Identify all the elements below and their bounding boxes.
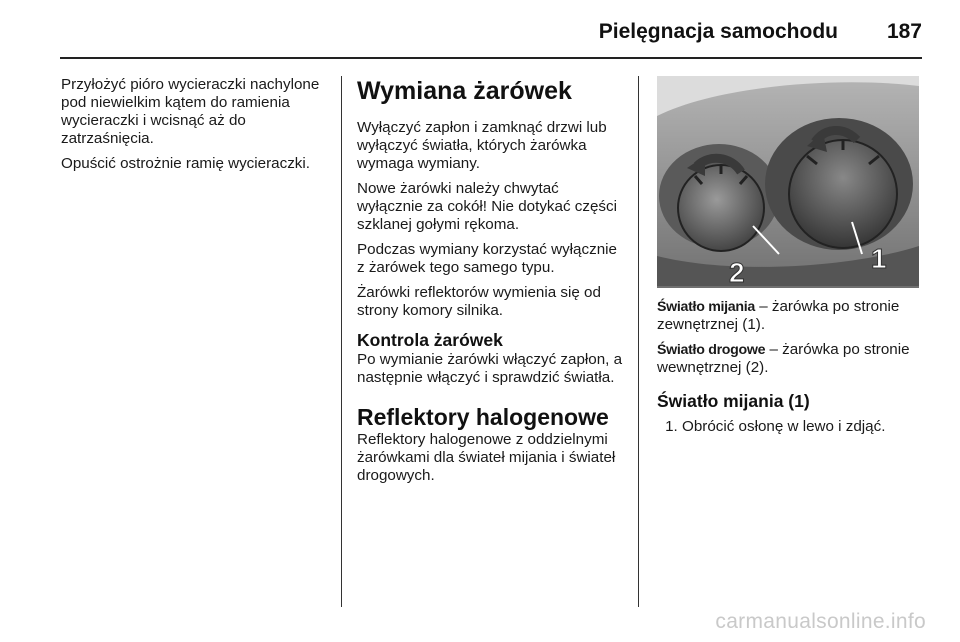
header-rule <box>60 57 922 59</box>
wiper-lower-paragraph: Opuścić ostrożnie ramię wycieraczki. <box>61 155 310 172</box>
low-beam-cover-icon <box>789 140 897 248</box>
paragraph-same-type: Podczas wymiany korzystać wyłącznie z żarówek tego samego typu. <box>357 241 617 276</box>
callout-2: 2 <box>729 257 745 288</box>
page-header-title: Pielęgnacja samochodu <box>598 20 838 43</box>
headlight-covers-photo <box>657 76 919 288</box>
wiper-attach-paragraph: Przyłożyć pióro wycieraczki nachylone pod niewielkim kątem do ramienia wycieraczki i wcisnąć aż do zatrzaśnięcia. <box>61 76 320 147</box>
paragraph-handle-bulbs: Nowe żarówki należy chwytać wyłącznie za cokół! Nie dotykać części szklanej gołymi rękoma. <box>357 180 617 233</box>
step-item: 1. Obrócić osłonę w lewo i zdjąć. <box>682 418 927 436</box>
page-number: 187 <box>886 20 922 43</box>
paragraph-bulb-check: Po wymianie żarówki włączyć zapłon, a następnie włączyć i sprawdzić światła. <box>357 351 623 386</box>
paragraph-engine-bay: Żarówki reflektorów wymienia się od strony komory silnika. <box>357 284 601 319</box>
high-beam-cover-icon <box>678 165 764 251</box>
column-right <box>657 76 927 436</box>
callout-1: 1 <box>871 243 887 274</box>
low-beam-steps <box>657 418 927 436</box>
low-beam-text: – żarówka po stronie zewnętrznej (1). <box>657 298 900 333</box>
high-beam-label: Światło drogowe <box>657 342 766 358</box>
section-heading-bulb-replacement: Wymiana żarówek <box>357 77 572 105</box>
high-beam-caption <box>657 341 927 377</box>
sub-heading-bulb-check: Kontrola żarówek <box>357 330 503 350</box>
paragraph-halogen-headlights: Reflektory halogenowe z oddzielnymi żarówkami dla świateł mijania i świateł drogowych. <box>357 431 616 484</box>
column-middle <box>357 76 623 492</box>
column-divider-left <box>341 76 342 607</box>
column-left <box>61 76 331 180</box>
low-beam-caption <box>657 298 927 334</box>
high-beam-text: – żarówka po stronie wewnętrznej (2). <box>657 341 910 376</box>
column-divider-right <box>638 76 639 607</box>
low-beam-label: Światło mijania <box>657 299 755 315</box>
watermark-text: carmanualsonline.info <box>715 610 926 633</box>
section-heading-low-beam: Światło mijania (1) <box>657 391 810 411</box>
section-heading-halogen-headlights: Reflektory halogenowe <box>357 404 609 430</box>
paragraph-ignition-off: Wyłączyć zapłon i zamknąć drzwi lub wyłączyć światła, których żarówka wymaga wymiany. <box>357 119 607 172</box>
